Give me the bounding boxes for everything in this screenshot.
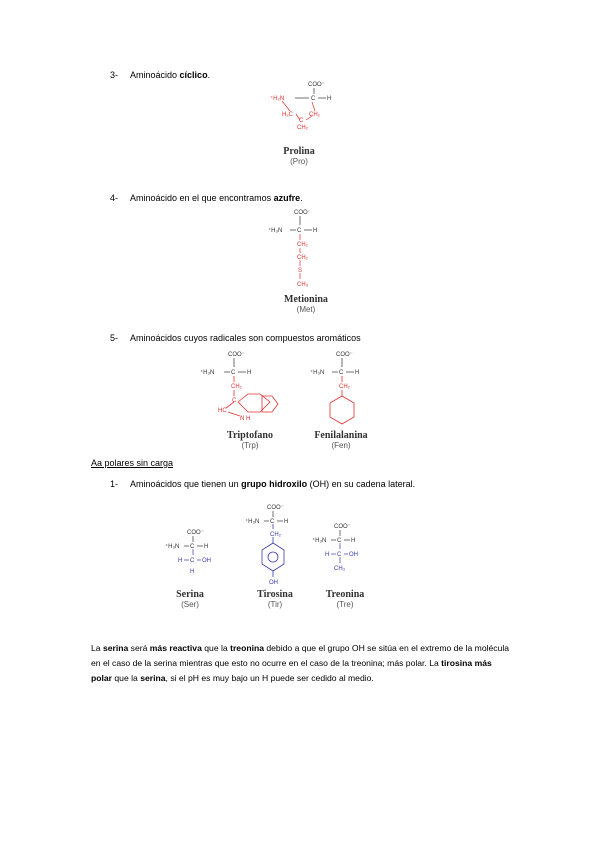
coo-label: COO⁻ (334, 524, 351, 530)
h3n-label: ⁺H₃N (245, 519, 260, 525)
item-4 (110, 193, 303, 203)
item-number: 3- (110, 70, 119, 80)
h-label: H (178, 558, 183, 564)
methionine-caption (272, 294, 340, 314)
molecule-name: Treonina (325, 589, 365, 600)
oh-label: OH (202, 558, 211, 564)
paragraph-bold: serina (102, 643, 129, 653)
ch2-label: CH₂ (339, 384, 350, 390)
oh-label: OH (269, 580, 278, 586)
h3n-label: ⁺H₃N (200, 370, 215, 376)
phenylalanine-structure (310, 350, 380, 430)
molecule-abbr: (Met) (296, 305, 316, 314)
item-bold: azufre (273, 193, 301, 203)
item-1 (110, 479, 415, 489)
alpha-carbon: C (270, 519, 275, 525)
paragraph-bold: treonina (230, 643, 264, 653)
coo-label: COO⁻ (228, 352, 245, 358)
ch3-label: CH₃ (297, 282, 309, 288)
paragraph-text: será (128, 643, 150, 653)
paragraph-text: que la (201, 643, 231, 653)
molecule-name: Prolina (283, 146, 315, 157)
threonine-structure (312, 522, 372, 578)
item-text: Aminoácido (130, 70, 180, 80)
tyrosine-structure (245, 503, 305, 589)
h-label: H (284, 519, 289, 525)
methionine-structure (268, 208, 348, 292)
sulfur-label: S (298, 268, 303, 274)
molecule-name: Fenilalanina (314, 430, 368, 441)
molecule-abbr: (Pro) (290, 157, 308, 166)
ch2-label: CH₂ (231, 384, 242, 390)
explanation-paragraph (91, 641, 511, 686)
paragraph-bold: más polar (91, 658, 492, 683)
phenylalanine-caption (304, 430, 378, 450)
molecule-name: Metionina (284, 294, 328, 305)
h2-label: CH₂ (297, 125, 308, 131)
h-label: H (190, 569, 195, 575)
paragraph-bold: tirosina (441, 658, 473, 668)
molecule-abbr: (Trp) (241, 441, 259, 450)
molecule-name: Serina (176, 589, 204, 600)
molecule-abbr: (Ser) (181, 600, 199, 609)
item-text: Aminoácidos que tienen un (130, 479, 242, 489)
alpha-carbon: C (339, 370, 344, 376)
h-label: H (313, 228, 318, 234)
alpha-carbon: C (337, 538, 342, 544)
ch2-label: CH₂ (297, 255, 308, 261)
ch3-label: CH₃ (334, 566, 346, 572)
item-number: 1- (110, 479, 119, 489)
molecule-abbr: (Tre) (336, 600, 354, 609)
h2n-label: ⁺H₂N (270, 96, 285, 102)
h2c-label: H₂C (282, 112, 293, 118)
h-label: H (247, 370, 252, 376)
ch2-label: CH₂ (309, 112, 320, 118)
paragraph-bold: más reactiva (149, 643, 202, 653)
h3n-label: ⁺H₃N (310, 370, 325, 376)
h-label: H (355, 370, 360, 376)
molecule-abbr: (Tir) (267, 600, 283, 609)
item-number: 5- (110, 333, 119, 343)
item-text-end: . (300, 193, 303, 203)
alpha-carbon: C (297, 228, 302, 234)
item-bold: cíclico (179, 70, 208, 80)
h3n-label: ⁺H₃N (165, 544, 180, 550)
serine-caption (168, 589, 212, 609)
proline-structure (262, 80, 342, 130)
tryptophan-structure (200, 350, 290, 430)
tryptophan-caption (210, 430, 290, 450)
item-text: Aminoácidos cuyos radicales son compuestos aromáticos (130, 333, 361, 343)
coo-label: COO⁻ (267, 505, 284, 511)
oh-label: OH (349, 552, 358, 558)
side-carbon: C (337, 552, 342, 558)
ring-carbon: C (232, 398, 237, 404)
coo-label: COO⁻ (308, 82, 325, 88)
h3n-label: ⁺H₃N (268, 228, 283, 234)
coo-label: COO⁻ (187, 530, 204, 536)
item-5 (110, 333, 361, 343)
ch2-label: CH₂ (297, 242, 308, 248)
section-heading: Aa polares sin carga (91, 458, 174, 468)
threonine-caption (318, 589, 372, 609)
paragraph-text: , si el pH es muy bajo un H puede ser cedido al medio. (165, 673, 374, 683)
h-label: H (351, 538, 356, 544)
coo-label: COO⁻ (294, 210, 311, 216)
alpha-carbon: C (311, 96, 316, 102)
ch2-label: CH₂ (270, 532, 281, 538)
item-text: Aminoácido en el que encontramos (130, 193, 274, 203)
h-label: H (204, 544, 209, 550)
paragraph-text: debido a que el grupo OH se sitúa en el extremo de la molécula en el caso de la serina mientras que esto no ocurre en el caso de la treonina; más polar. La (91, 643, 510, 668)
proline-caption (270, 146, 328, 166)
molecule-name: Triptofano (227, 430, 273, 441)
item-text-end: (OH) en su cadena lateral. (307, 479, 416, 489)
nh-label: N H (240, 416, 251, 422)
item-bold: grupo hidroxilo (241, 479, 308, 489)
molecule-abbr: (Fen) (331, 441, 351, 450)
serine-structure (165, 528, 225, 578)
alpha-carbon: C (231, 370, 236, 376)
h-label: H (325, 552, 330, 558)
h-label: H (327, 96, 332, 102)
item-text-end: . (207, 70, 211, 80)
h3n-label: ⁺H₃N (312, 538, 327, 544)
tyrosine-caption (250, 589, 300, 609)
paragraph-bold: serina (140, 673, 166, 683)
paragraph-text: que la (112, 673, 141, 683)
hc-label: HC (218, 408, 227, 414)
alpha-carbon: C (190, 544, 195, 550)
item-number: 4- (110, 193, 119, 203)
paragraph-text: La (91, 643, 103, 653)
molecule-name: Tirosina (257, 589, 293, 600)
item-3 (110, 70, 210, 80)
side-carbon: C (190, 558, 195, 564)
coo-label: COO⁻ (336, 352, 353, 358)
ring-carbon: C (299, 118, 304, 124)
